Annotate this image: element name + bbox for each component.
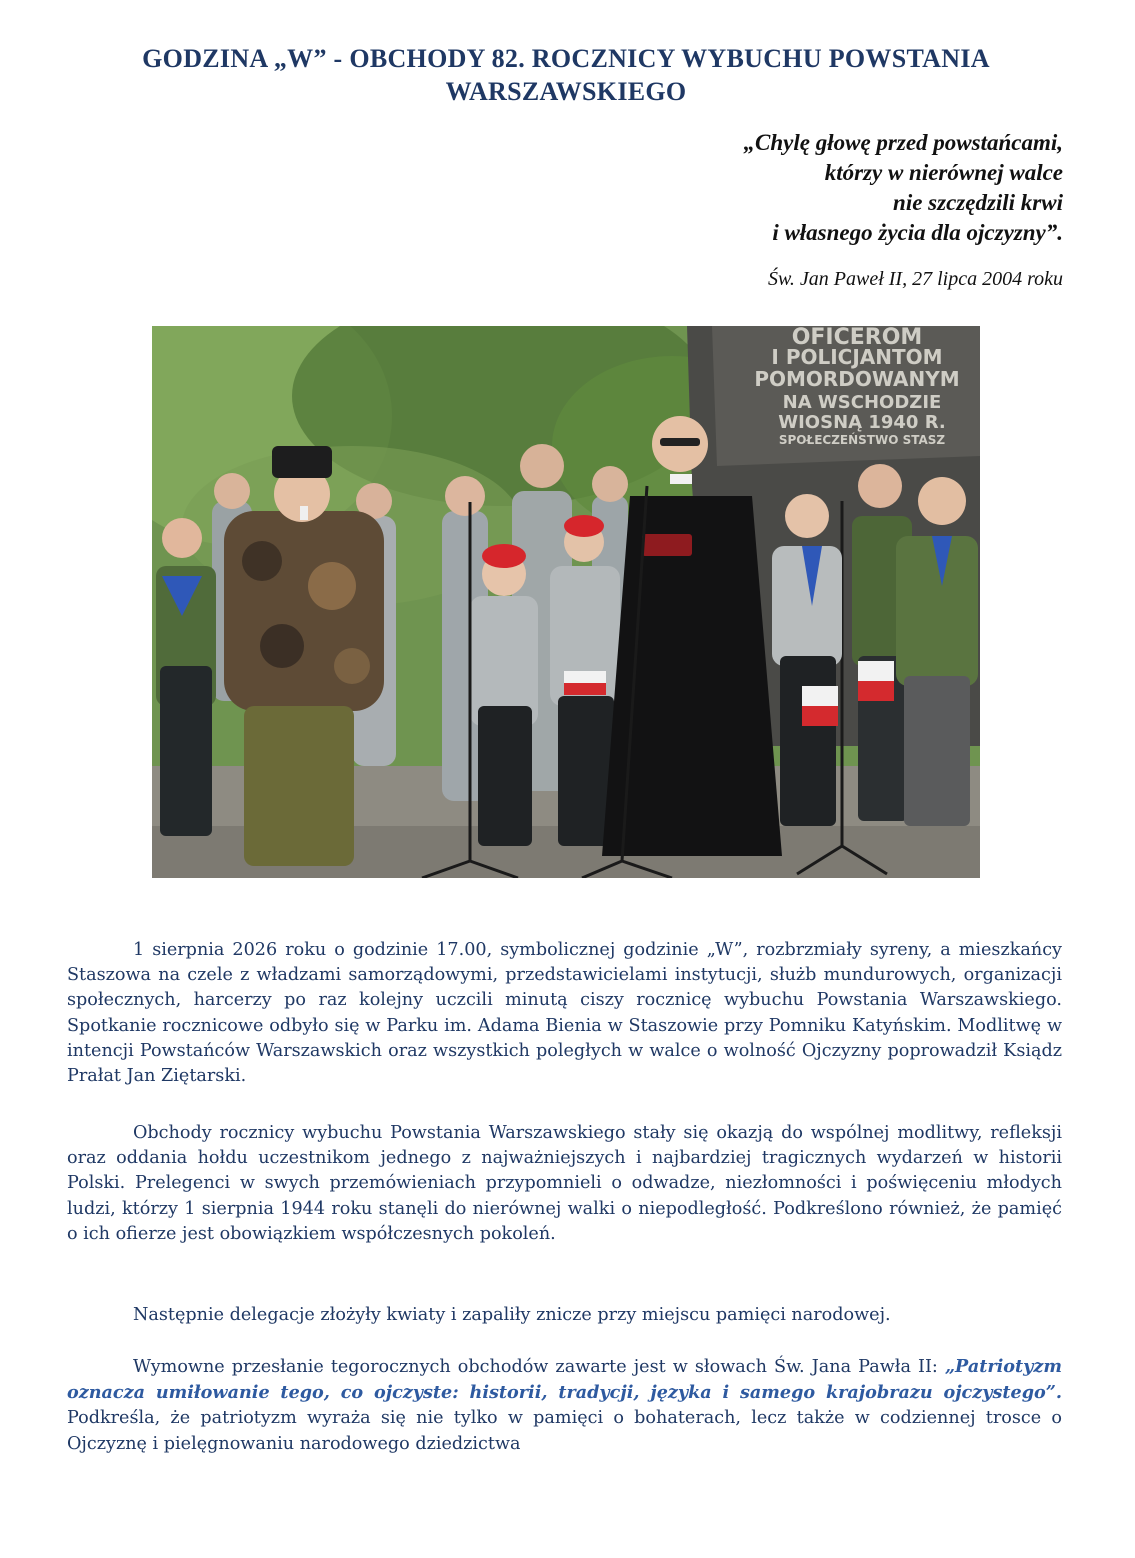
photo-illustration <box>152 326 980 878</box>
monument-text-2: I POLICJANTOM <box>771 345 943 369</box>
page-title <box>60 42 1072 108</box>
quote-line-3: nie szczędzili krwi <box>893 190 1063 215</box>
ceremony-photo <box>152 326 980 878</box>
quote-line-1: „Chylę głowę przed powstańcami, <box>743 130 1063 155</box>
paragraph-1: 1 sierpnia 2026 roku o godzinie 17.00, symbolicznej godzinie „W”, rozbrzmiały syreny, a mieszkańcy Staszowa na czele z władzami samorządowymi, przedstawicielami instytucji, służb mundurowych, organizacji społecznych, harcerzy po raz kolejny uczcili minutą ciszy rocznicę wybuchu Powstania Warszawskiego. Spotkanie rocznicowe odbyło się w Parku im. Adama Bienia w Staszowie przy Pomniku Katyńskim. Modlitwę w intencji Powstańców Warszawskich oraz wszystkich poległych w walce o wolność Ojczyzny poprowadził Ksiądz Prałat Jan Ziętarski. <box>67 940 1062 1087</box>
quote-line-4: i własnego życia dla ojczyzny”. <box>772 220 1063 245</box>
paragraph-4 <box>67 1354 1062 1457</box>
quote-line-2: którzy w nierównej walce <box>824 160 1063 185</box>
monument-text-5: WIOSNĄ 1940 R. <box>778 412 946 433</box>
scouts-right <box>772 464 978 826</box>
monument-text-6: SPOŁECZEŃSTWO STASZ <box>778 433 946 447</box>
monument-text-4: NA WSCHODZIE <box>782 392 942 413</box>
paragraph-3: Następnie delegacje złożyły kwiaty i zapaliły znicze przy miejscu pamięci narodowej. <box>133 1305 891 1325</box>
title-line-1: GODZINA „W” - OBCHODY 82. ROCZNICY WYBUCHU POWSTANIA <box>142 44 990 73</box>
paragraph-4-conclusion: Podkreśla, że patriotyzm wyraża się nie tylko w pamięci o bohaterach, lecz także w codziennej trosce o Ojczyznę i pielęgnowaniu narodowego dziedzictwa <box>67 1408 1062 1454</box>
paragraph-4-intro: Wymowne przesłanie tegorocznych obchodów zawarte jest w słowach Św. Jana Pawła II: <box>133 1357 938 1377</box>
monument-text-1: OFICEROM <box>791 326 923 350</box>
title-line-2: WARSZAWSKIEGO <box>445 77 687 106</box>
quote-author: Św. Jan Paweł II, 27 lipca 2004 roku <box>768 268 1063 290</box>
epigraph-quote <box>744 128 1063 248</box>
monument-text-3: POMORDOWANYM <box>754 367 960 391</box>
patriotism-quote: „Patriotyzm oznacza umiłowanie tego, co ojczyste: historii, tradycji, języka i samego krajobrazu ojczystego”. <box>67 1356 1062 1404</box>
paragraph-2: Obchody rocznicy wybuchu Powstania Warszawskiego stały się okazją do wspólnej modlitwy, refleksji oraz oddania hołdu uczestnikom jednego z najważniejszych i najbardziej tragicznych wydarzeń w historii Polski. Prelegenci w swych przemówieniach przypomnieli o odwadze, niezłomności i poświęceniu młodych ludzi, którzy 1 sierpnia 1944 roku stanęli do nierównej walki o niepodległość. Podkreślono również, że pamięć o ich ofierze jest obowiązkiem współczesnych pokoleń. <box>67 1123 1062 1244</box>
